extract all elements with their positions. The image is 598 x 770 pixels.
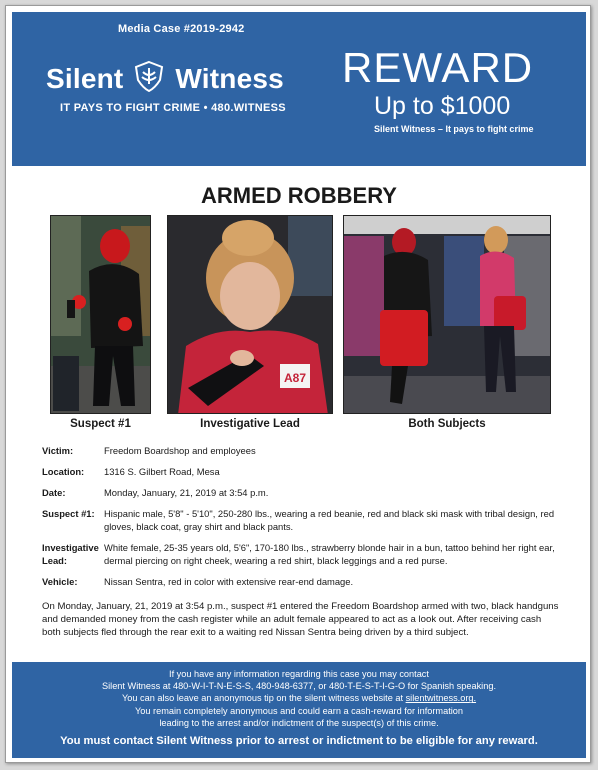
case-title: ARMED ROBBERY: [201, 183, 397, 208]
detail-value: 1316 S. Gilbert Road, Mesa: [104, 466, 220, 477]
both-subjects-photo: [343, 215, 551, 414]
case-details: [42, 444, 562, 596]
flyer-footer: [12, 662, 586, 758]
suspect-1-image: [51, 216, 151, 414]
flyer-sheet: [5, 5, 591, 763]
footer-line-1: If you have any information regarding this case you may contact: [169, 669, 429, 679]
footer-eligibility-notice: You must contact Silent Witness prior to arrest or indictment to be eligible for any reward.: [60, 735, 538, 748]
detail-value: White female, 25-35 years old, 5'6", 170-180 lbs., strawberry blonde hair in a bun, tattoo behind her right ear, dermal piercing on right cheek, wearing a red shirt, black leggings and a red purse.: [104, 542, 555, 566]
logo-tagline: IT PAYS TO FIGHT CRIME • 480.WITNESS: [60, 102, 286, 114]
investigative-lead-image: [168, 216, 333, 414]
footer-line-3-text: You can also leave an anonymous tip on the silent witness website at: [121, 693, 406, 704]
logo-word-witness: Witness: [175, 63, 284, 94]
footer-line-4: You remain completely anonymous and could earn a cash-reward for information: [134, 705, 464, 716]
logo-word-silent: Silent: [46, 63, 124, 94]
detail-row-investigative-lead: [42, 541, 562, 567]
both-subjects-image: [344, 216, 551, 414]
suspect-1-caption: Suspect #1: [70, 418, 131, 430]
detail-label: Date:: [42, 487, 66, 498]
footer-line-5: leading to the arrest and/or indictment of the suspect(s) of this crime.: [159, 717, 439, 728]
reward-heading: REWARD: [342, 44, 534, 91]
flyer-header: [12, 12, 586, 166]
detail-value: Hispanic male, 5'8" - 5'10", 250-280 lbs., wearing a red beanie, red and black ski mask with tribal design, red gloves, black coat, gray shirt and black pants.: [104, 508, 555, 532]
detail-row-suspect-1: [42, 507, 562, 533]
footer-line-2: Silent Witness at 480-W-I-T-N-E-S-S, 480-948-6377, or 480-T-E-S-T-I-G-O for Spanish speaking.: [101, 681, 496, 692]
footer-line-3: [12, 692, 586, 704]
detail-value: Nissan Sentra, red in color with extensive rear-end damage.: [104, 576, 354, 587]
media-case-number: Media Case #2019-2942: [118, 23, 245, 35]
investigative-lead-photo: [167, 215, 333, 414]
detail-row-date: [42, 486, 562, 499]
detail-label: Location:: [42, 466, 85, 477]
detail-label: Investigative Lead:: [42, 542, 99, 566]
detail-label: Suspect #1:: [42, 508, 95, 519]
detail-label: Vehicle:: [42, 576, 78, 587]
detail-row-location: [42, 465, 562, 478]
suspect-1-photo: [50, 215, 151, 414]
detail-label: Victim:: [42, 445, 74, 456]
detail-value: Monday, January, 21, 2019 at 3:54 p.m.: [104, 487, 269, 498]
detail-row-victim: [42, 444, 562, 457]
reward-amount: Up to $1000: [374, 92, 511, 120]
website-link[interactable]: silentwitness.org.: [405, 693, 477, 704]
both-subjects-caption: Both Subjects: [408, 418, 486, 430]
reward-tagline: Silent Witness – It pays to fight crime: [374, 124, 534, 134]
detail-value: Freedom Boardshop and employees: [104, 445, 256, 456]
detail-row-vehicle: [42, 575, 562, 588]
shield-seal-icon: [133, 60, 165, 92]
silent-witness-logo: [46, 60, 284, 95]
case-narrative: On Monday, January, 21, 2019 at 3:54 p.m., suspect #1 entered the Freedom Boardshop armed with two, black handguns and demanded money from the cash register while an adult female appeared to act as a look out. After receiving cash both subjects fled through the rear exit to a waiting red Nissan Sentra being driven by a third subject.: [42, 601, 559, 639]
investigative-lead-caption: Investigative Lead: [200, 418, 300, 430]
svg-text:A87: A87: [283, 371, 307, 385]
